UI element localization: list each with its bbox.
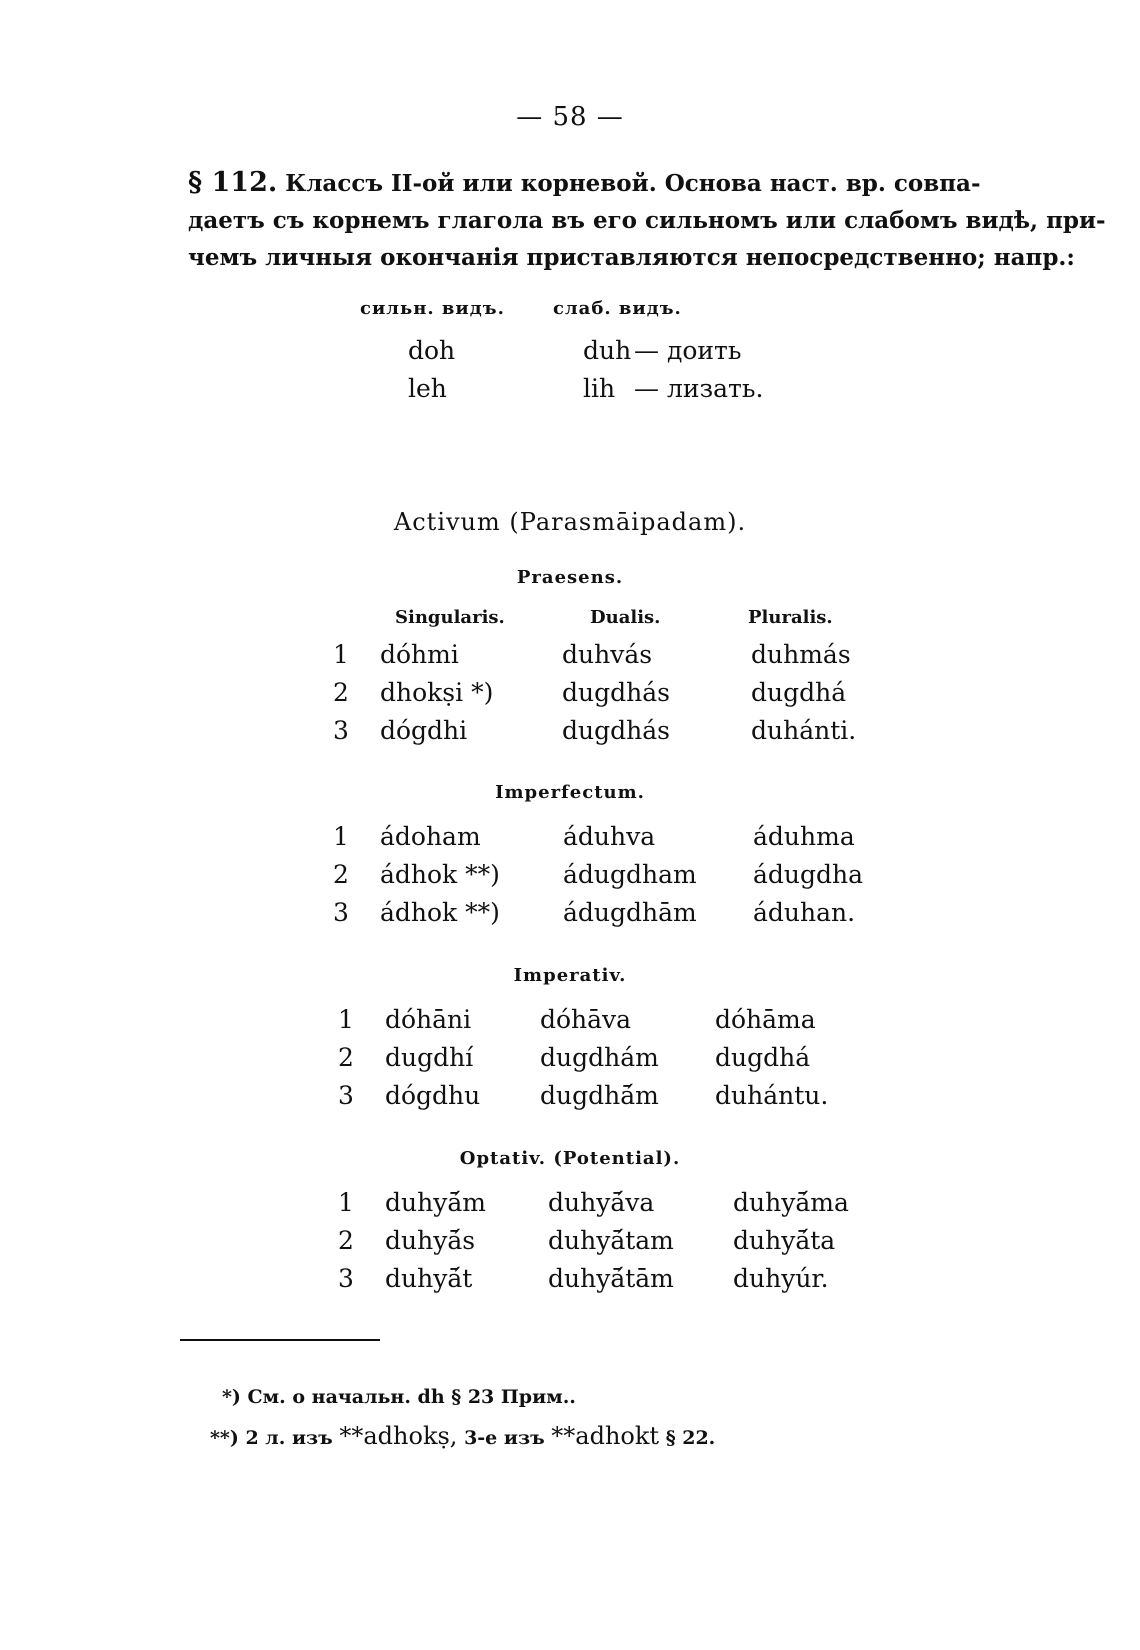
form-singular: dhokṣi *)	[380, 678, 494, 707]
table-row	[0, 860, 1140, 892]
form-plural: dugdhá	[715, 1043, 811, 1072]
form-plural: áduhma	[753, 822, 855, 851]
form-plural: dóhāma	[715, 1005, 816, 1034]
root-weak-1: duh	[583, 336, 632, 365]
form-dual: duhyā́va	[548, 1188, 655, 1217]
form-plural: duhyā́ta	[733, 1226, 836, 1255]
section-paragraph	[188, 164, 1106, 276]
tense-title-optativ: Optativ. (Potential).	[459, 1148, 681, 1169]
form-singular: dóhmi	[380, 640, 459, 669]
person-number: 3	[338, 1264, 354, 1293]
form-dual: ádugdham	[563, 860, 697, 889]
form-dual: dugdhás	[562, 678, 670, 707]
form-singular: ádhok **)	[380, 860, 500, 889]
form-dual: dugdhám	[540, 1043, 659, 1072]
form-plural: duhántu.	[715, 1081, 829, 1110]
tense-title-imperfectum: Imperfectum.	[495, 782, 645, 803]
person-number: 2	[338, 1043, 354, 1072]
paragraph-line-1	[188, 164, 980, 202]
footnote-divider	[180, 1339, 380, 1341]
form-singular: duhyā́t	[385, 1264, 473, 1293]
table-row	[0, 678, 1140, 710]
form-plural: áduhan.	[753, 898, 856, 927]
person-number: 1	[338, 1188, 354, 1217]
strong-form-header: сильн. видъ.	[360, 298, 505, 319]
person-number: 3	[333, 716, 349, 745]
form-singular: dógdhi	[380, 716, 468, 745]
footnote-2-part-d: **adhokt	[551, 1422, 660, 1450]
paragraph-line-2: даетъ съ корнемъ глагола въ его сильномъ или слабомъ видѣ, при-	[188, 207, 1106, 234]
footnote-2-part-b: **adhokṣ,	[339, 1422, 458, 1450]
section-number: § 112.	[188, 167, 278, 198]
form-plural: duhmás	[751, 640, 851, 669]
footnote-1: *) См. о начальн. dh § 23 Прим..	[222, 1386, 576, 1408]
footnote-2	[210, 1422, 715, 1450]
table-row	[0, 1043, 1140, 1075]
footnote-2-part-e: § 22.	[665, 1427, 716, 1449]
form-dual: dugdhā́m	[540, 1081, 659, 1110]
table-row	[0, 640, 1140, 672]
table-row	[0, 822, 1140, 854]
tense-title-imperativ: Imperativ.	[513, 965, 627, 986]
table-row	[0, 1005, 1140, 1037]
table-row	[0, 1081, 1140, 1113]
form-singular: ádoham	[380, 822, 481, 851]
form-plural: duhánti.	[751, 716, 857, 745]
paragraph-line-3: чемъ личныя окончанія приставляются непосредственно; напр.:	[188, 244, 1075, 271]
form-dual: duhyā́tam	[548, 1226, 674, 1255]
person-number: 3	[338, 1081, 354, 1110]
person-number: 1	[333, 822, 349, 851]
form-plural: ádugdha	[753, 860, 864, 889]
paragraph-line-1-text: Классъ II-ой или корневой. Основа наст. вр. совпа-	[285, 170, 981, 197]
form-plural: dugdhá	[751, 678, 847, 707]
table-row	[0, 898, 1140, 930]
form-singular: duhyā́m	[385, 1188, 486, 1217]
page-number: — 58 —	[516, 102, 624, 132]
person-number: 2	[333, 678, 349, 707]
form-plural: duhyúr.	[733, 1264, 829, 1293]
person-number: 1	[338, 1005, 354, 1034]
person-number: 3	[333, 898, 349, 927]
form-plural: duhyā́ma	[733, 1188, 849, 1217]
form-dual: dóhāva	[540, 1005, 632, 1034]
form-dual: ádugdhām	[563, 898, 697, 927]
form-singular: dógdhu	[385, 1081, 481, 1110]
form-singular: dóhāni	[385, 1005, 472, 1034]
form-singular: ádhok **)	[380, 898, 500, 927]
form-dual: dugdhás	[562, 716, 670, 745]
form-singular: duhyā́s	[385, 1226, 476, 1255]
person-number: 2	[338, 1226, 354, 1255]
table-row	[0, 716, 1140, 748]
root-weak-2: lih	[583, 374, 616, 403]
footnote-2-part-a: **) 2 л. изъ	[210, 1427, 333, 1449]
table-row	[0, 1188, 1140, 1220]
root-gloss-2: — лизать.	[634, 374, 764, 403]
form-singular: dugdhí	[385, 1043, 474, 1072]
root-gloss-1: — доить	[634, 336, 742, 365]
form-dual: duhyā́tām	[548, 1264, 674, 1293]
footnote-2-part-c: 3-е изъ	[464, 1427, 545, 1449]
form-dual: duhvás	[562, 640, 653, 669]
table-row	[0, 1226, 1140, 1258]
person-number: 2	[333, 860, 349, 889]
column-head-dual: Dualis.	[590, 607, 661, 628]
column-head-singular: Singularis.	[395, 607, 505, 628]
root-strong-1: doh	[408, 336, 456, 365]
person-number: 1	[333, 640, 349, 669]
tense-title-praesens: Praesens.	[516, 567, 624, 588]
column-head-plural: Pluralis.	[748, 607, 833, 628]
voice-title: Activum (Parasmāipadam).	[393, 508, 747, 536]
root-strong-2: leh	[408, 374, 447, 403]
form-dual: áduhva	[563, 822, 656, 851]
table-row	[0, 1264, 1140, 1296]
weak-form-header: слаб. видъ.	[553, 298, 682, 319]
